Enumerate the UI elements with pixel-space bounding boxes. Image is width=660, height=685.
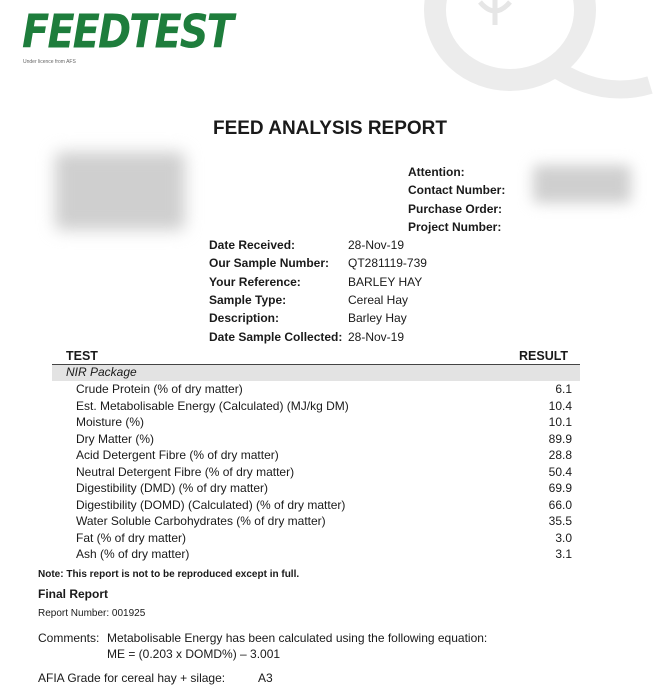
project-number-label: Project Number: bbox=[408, 220, 502, 234]
comments-text: Metabolisable Energy has been calculated using the following equation: bbox=[107, 631, 488, 645]
date-received-value: 28-Nov-19 bbox=[348, 238, 405, 252]
sample-number-value: QT281119-739 bbox=[348, 256, 427, 270]
table-row-value: 66.0 bbox=[548, 498, 572, 512]
table-row-label: Crude Protein (% of dry matter) bbox=[76, 382, 243, 396]
feedtest-logo bbox=[20, 6, 232, 66]
table-row-label: Dry Matter (%) bbox=[76, 432, 154, 446]
test-column-header: TEST bbox=[66, 349, 98, 363]
your-reference-value: BARLEY HAY bbox=[348, 275, 423, 289]
afia-grade-label: AFIA Grade for cereal hay + silage: bbox=[38, 671, 226, 685]
table-row-value: 3.1 bbox=[555, 547, 572, 561]
logo-wordmark: FEEDTEST bbox=[22, 6, 232, 59]
reproduction-note: Note: This report is not to be reproduced except in full. bbox=[38, 569, 300, 580]
comments-label: Comments: bbox=[38, 631, 100, 645]
table-row-value: 28.8 bbox=[548, 448, 572, 462]
date-collected-label: Date Sample Collected: bbox=[209, 330, 343, 344]
sample-type-label: Sample Type: bbox=[209, 293, 287, 307]
package-label: NIR Package bbox=[66, 365, 137, 379]
table-row-value: 6.1 bbox=[555, 382, 572, 396]
table-row-label: Est. Metabolisable Energy (Calculated) (MJ/kg DM) bbox=[76, 399, 349, 413]
report-number: Report Number: 001925 bbox=[38, 608, 146, 619]
table-row-label: Digestibility (DMD) (% of dry matter) bbox=[76, 481, 269, 495]
your-reference-label: Your Reference: bbox=[209, 275, 301, 289]
redacted-contact-block bbox=[533, 165, 631, 203]
table-row-label: Digestibility (DOMD) (Calculated) (% of dry matter) bbox=[76, 498, 346, 512]
table-row-value: 10.4 bbox=[548, 399, 572, 413]
table-row-value: 35.5 bbox=[548, 514, 572, 528]
table-row-label: Neutral Detergent Fibre (% of dry matter) bbox=[76, 465, 295, 479]
table-row-value: 50.4 bbox=[548, 465, 572, 479]
table-row-label: Fat (% of dry matter) bbox=[76, 531, 187, 545]
description-value: Barley Hay bbox=[348, 311, 407, 325]
sample-number-label: Our Sample Number: bbox=[209, 256, 330, 270]
result-column-header: RESULT bbox=[519, 349, 569, 363]
table-row-label: Acid Detergent Fibre (% of dry matter) bbox=[76, 448, 279, 462]
final-report-label: Final Report bbox=[38, 587, 109, 601]
me-equation: ME = (0.203 x DOMD%) – 3.001 bbox=[107, 647, 281, 661]
redacted-address-block bbox=[55, 152, 185, 230]
report-title: FEED ANALYSIS REPORT bbox=[212, 118, 448, 139]
table-row-label: Ash (% of dry matter) bbox=[76, 547, 190, 561]
afia-grade-value: A3 bbox=[258, 671, 273, 685]
table-row-label: Water Soluble Carbohydrates (% of dry matter) bbox=[76, 514, 326, 528]
table-row-value: 10.1 bbox=[548, 415, 572, 429]
contact-number-label: Contact Number: bbox=[408, 183, 506, 197]
sample-type-value: Cereal Hay bbox=[348, 293, 409, 307]
attention-label: Attention: bbox=[408, 165, 465, 179]
table-row-value: 69.9 bbox=[548, 481, 572, 495]
table-row-label: Moisture (%) bbox=[76, 415, 145, 429]
logo-subtitle: Under licence from AFS bbox=[23, 59, 76, 65]
table-row-value: 3.0 bbox=[555, 531, 572, 545]
watermark-emblem-icon bbox=[400, 0, 660, 100]
date-collected-value: 28-Nov-19 bbox=[348, 330, 405, 344]
table-row-value: 89.9 bbox=[548, 432, 572, 446]
purchase-order-label: Purchase Order: bbox=[408, 202, 503, 216]
description-label: Description: bbox=[209, 311, 280, 325]
date-received-label: Date Received: bbox=[209, 238, 296, 252]
